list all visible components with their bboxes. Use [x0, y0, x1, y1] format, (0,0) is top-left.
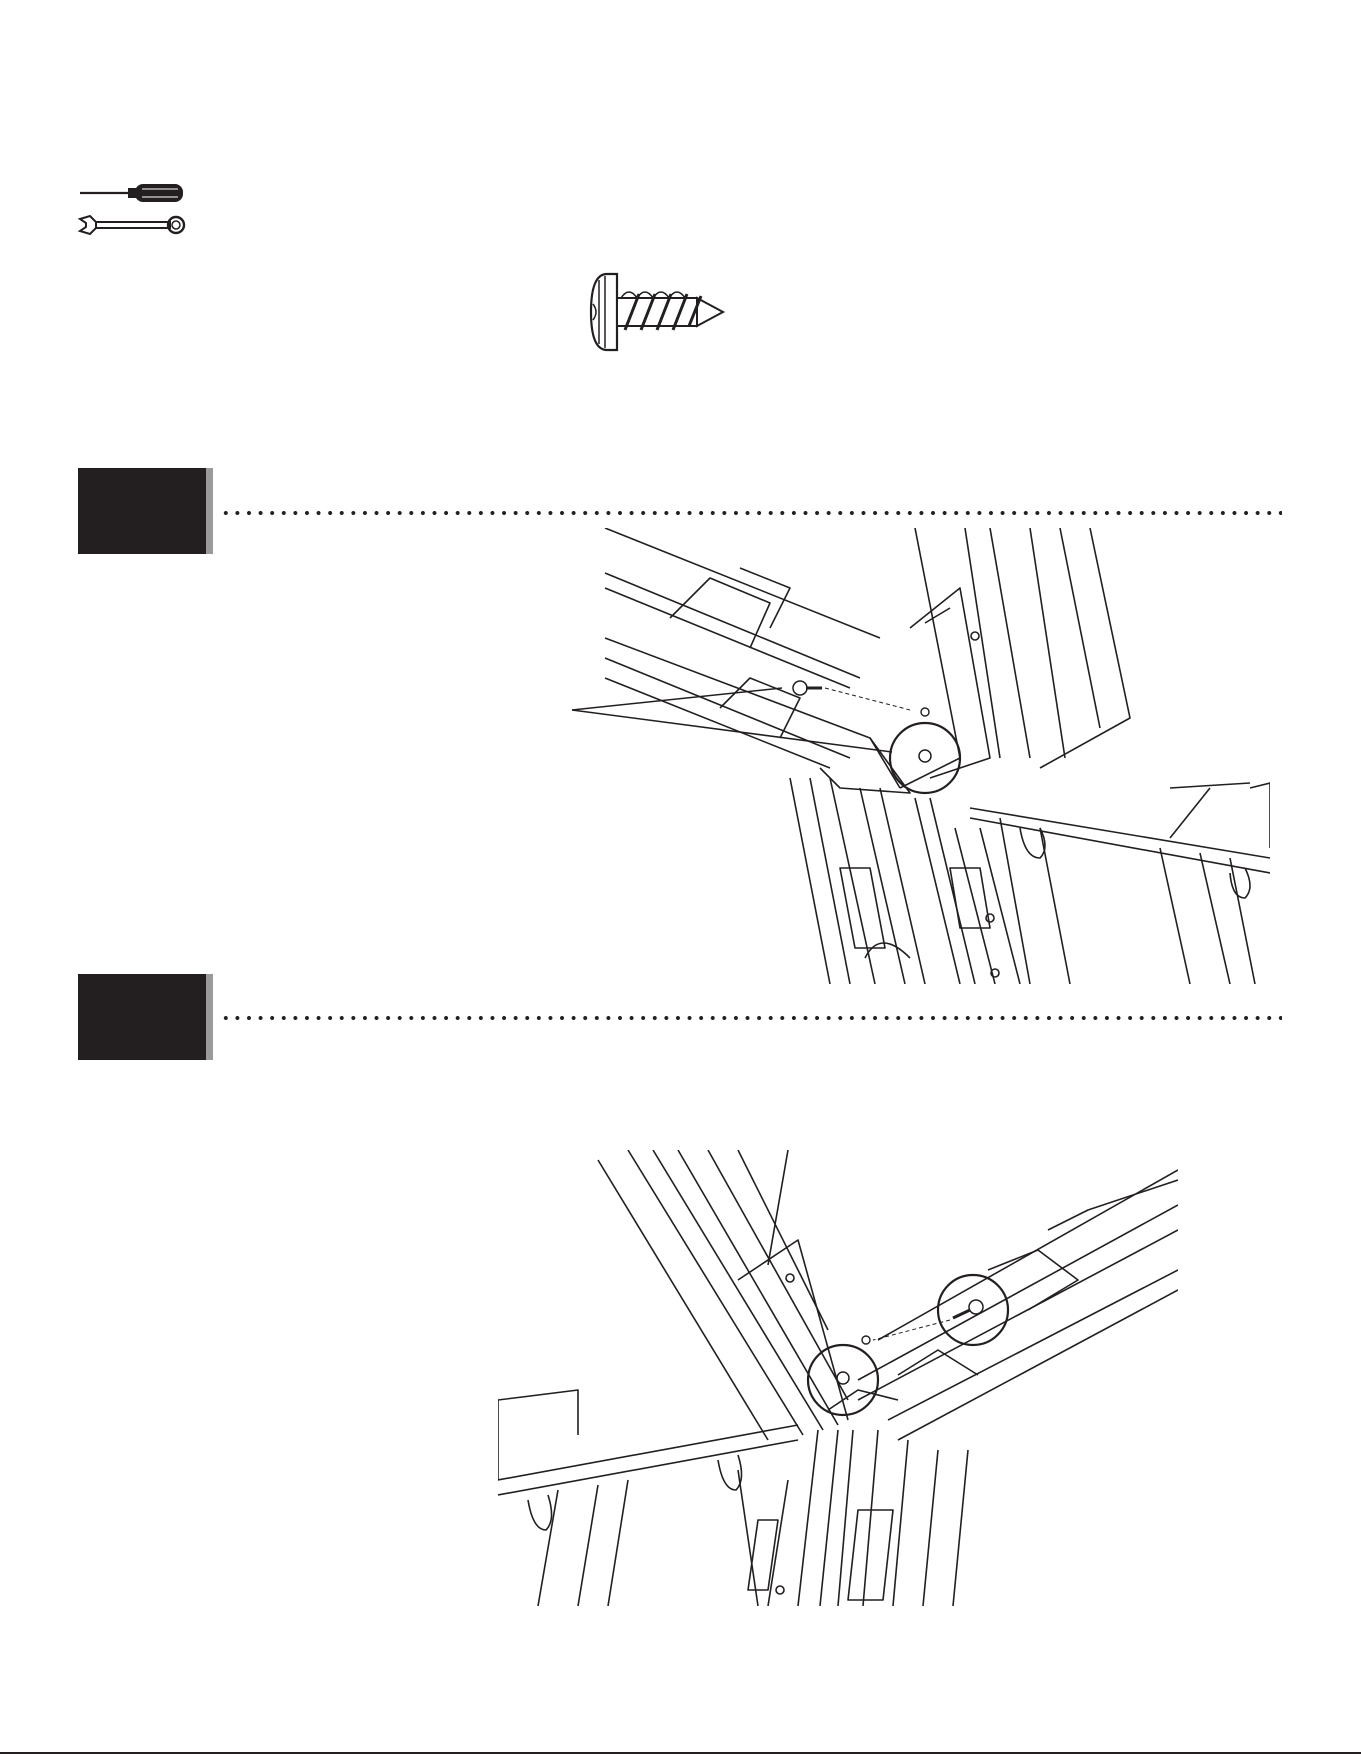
step-number-block-2: [78, 974, 206, 1060]
step-2-illustration: [498, 1150, 1178, 1606]
step-divider-1: [220, 511, 1282, 515]
step-number-2: [78, 974, 206, 1060]
callout-leader-lines: [570, 680, 910, 780]
step-number-block-1: [78, 468, 206, 554]
screwdriver-icon: [78, 180, 188, 206]
wrench-icon: [76, 214, 188, 236]
page-bottom-rule: [0, 1752, 1361, 1754]
screw-icon: [585, 268, 735, 358]
step-number-1: [78, 468, 206, 554]
step-divider-2: [220, 1016, 1282, 1020]
